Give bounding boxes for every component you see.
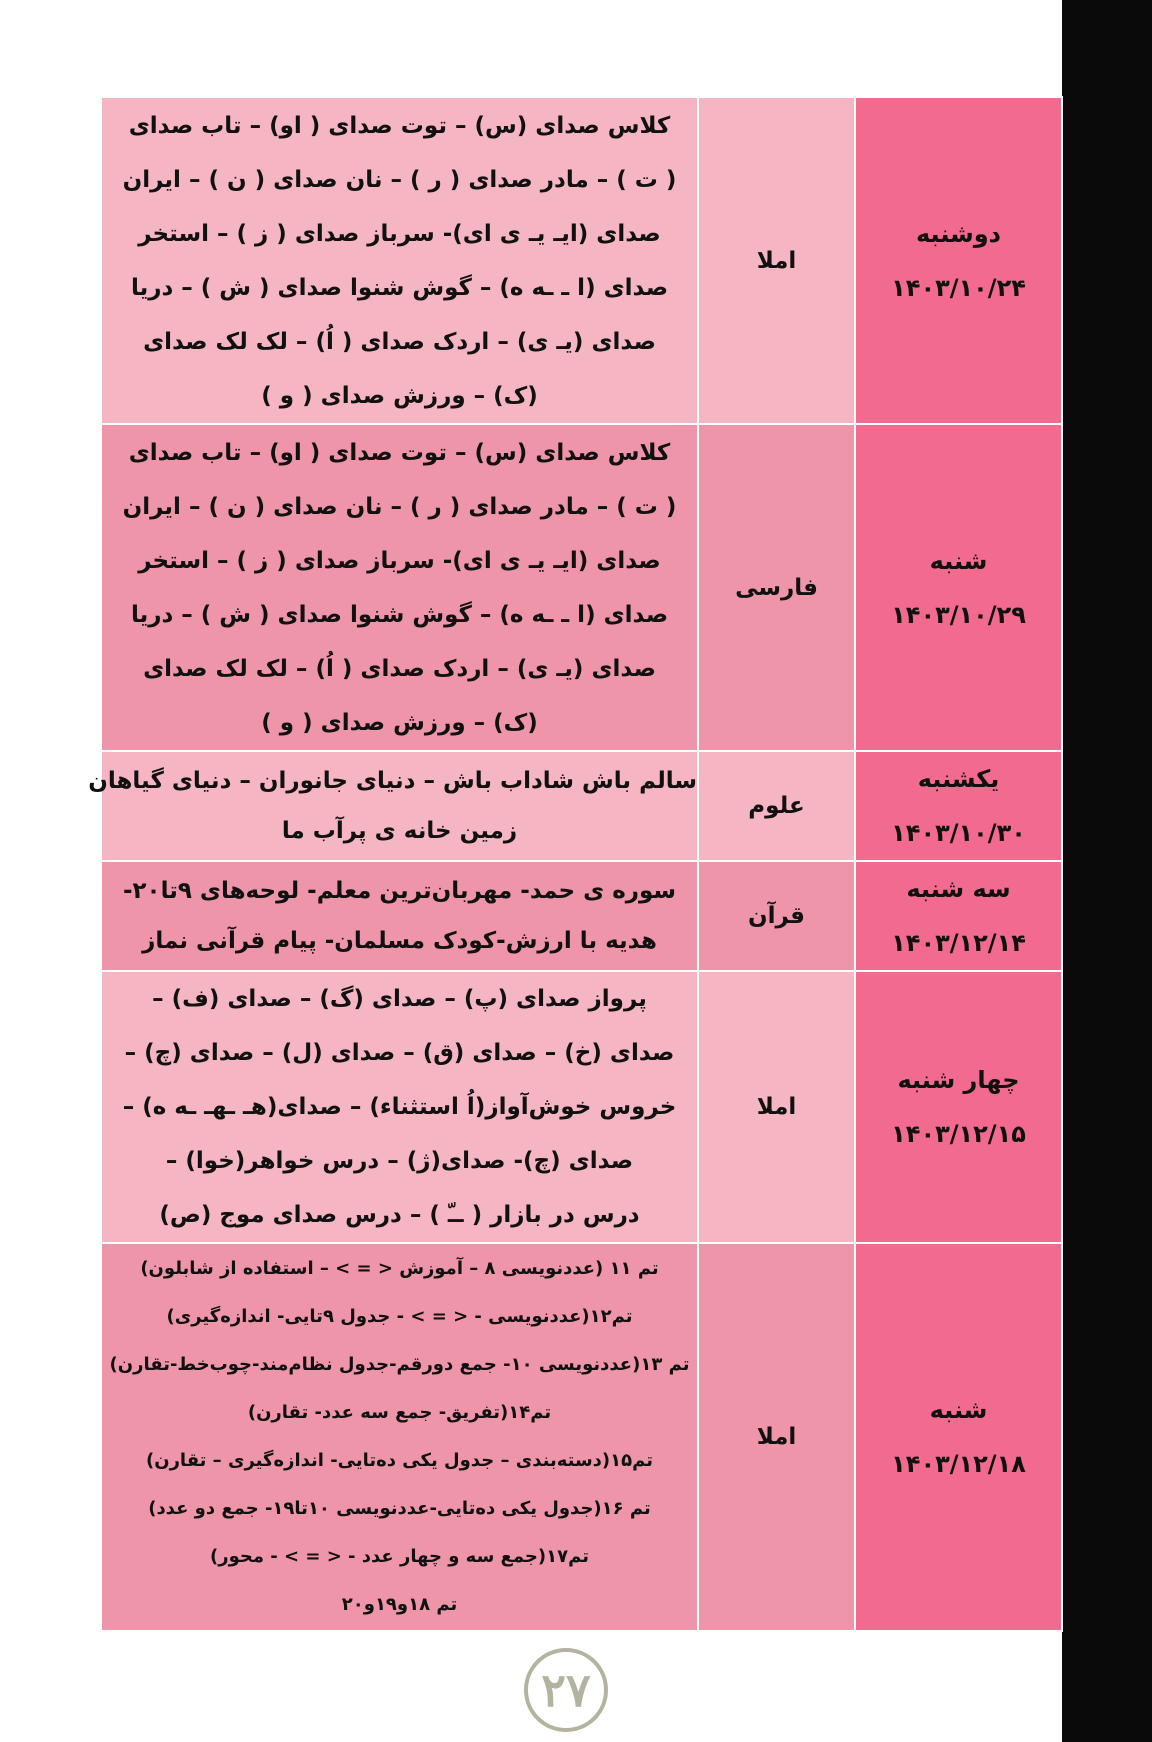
content-line: صدای (ایـ یـ ی ای)- سرباز صدای ( ز ) – استخر <box>138 547 661 574</box>
day-label: شنبه <box>929 546 988 575</box>
schedule-table <box>88 96 1063 1632</box>
content-cell <box>101 971 698 1243</box>
content-line: خروس خوش‌آواز(اُ استثناء) – صدای(هـ ـهـ ـه ه) – <box>122 1094 677 1120</box>
subject-label: املا <box>756 247 797 274</box>
day-label: شنبه <box>929 1396 988 1424</box>
schedule-row <box>101 1243 1062 1631</box>
content-line: درس در بازار ( ــّ ) – درس صدای موج (ص) <box>159 1202 640 1228</box>
date-cell <box>855 861 1062 971</box>
content-line: سوره ی حمد- مهربان‌ترین معلم- لوحه‌های ۹تا۲۰- <box>122 878 677 904</box>
date-cell <box>855 971 1062 1243</box>
schedule-row <box>101 751 1062 861</box>
date-label: ۱۴۰۳/۱۲/۱۴ <box>891 929 1026 957</box>
content-line: صدای (ایـ یـ ی ای)- سرباز صدای ( ز ) – استخر <box>138 220 661 247</box>
content-line: تم۱۵(دسته‌بندی – جدول یکی ده‌تایی- اندازه‌گیری – تقارن) <box>145 1450 653 1471</box>
date-cell <box>855 751 1062 861</box>
content-line: صدای (چ)- صدای(ژ) – درس خواهر(خوا) – <box>165 1148 634 1174</box>
schedule-row <box>101 861 1062 971</box>
subject-label: قرآن <box>748 903 805 929</box>
content-cell <box>101 97 698 424</box>
day-label: سه شنبه <box>906 875 1011 903</box>
content-line: ( ت ) – مادر صدای ( ر ) – نان صدای ( ن ) – ایران <box>122 166 677 193</box>
schedule-row <box>101 97 1062 424</box>
schedule-row <box>101 424 1062 751</box>
content-line: هدیه با ارزش-کودک مسلمان- پیام قرآنی نماز <box>142 928 657 954</box>
date-label: ۱۴۰۳/۱۰/۲۹ <box>891 600 1026 629</box>
date-label: ۱۴۰۳/۱۲/۱۸ <box>891 1450 1026 1478</box>
date-cell <box>855 1243 1062 1631</box>
subject-cell <box>698 751 855 861</box>
subject-cell <box>698 97 855 424</box>
content-line: پرواز صدای (پ) – صدای (گ) – صدای (ف) – <box>152 986 647 1012</box>
subject-cell <box>698 861 855 971</box>
content-line: سالم باش شاداب باش – دنیای جانوران – دنیای گیاهان <box>88 768 697 794</box>
subject-label: املا <box>756 1424 797 1450</box>
content-line: صدای (یـ ی) – اردک صدای ( اُ) – لک لک صدای <box>143 328 656 355</box>
content-line: تم۱۲(عددنویسی - < = > - جدول ۹تایی- اندازه‌گیری) <box>166 1306 633 1327</box>
day-label: دوشنبه <box>916 219 1001 248</box>
content-cell <box>101 1243 698 1631</box>
content-line: صدای (ا ـ ـه ه) – گوش شنوا صدای ( ش ) – دریا <box>130 274 669 301</box>
date-label: ۱۴۰۳/۱۰/۳۰ <box>891 819 1026 847</box>
content-line: صدای (ا ـ ـه ه) – گوش شنوا صدای ( ش ) – دریا <box>130 601 669 628</box>
subject-label: فارسی <box>735 574 818 601</box>
content-line: (ک) – ورزش صدای ( و ) <box>261 382 538 409</box>
day-label: چهار شنبه <box>897 1066 1020 1094</box>
date-label: ۱۴۰۳/۱۰/۲۴ <box>891 273 1026 302</box>
content-line: تم ۱۱ (عددنویسی ۸ – آموزش < = > – استفاده از شابلون) <box>140 1258 659 1279</box>
subject-cell <box>698 424 855 751</box>
subject-label: املا <box>756 1094 797 1120</box>
content-line: صدای (یـ ی) – اردک صدای ( اُ) – لک لک صدای <box>143 655 656 682</box>
right-edge-bar <box>1062 0 1152 1742</box>
date-cell <box>855 424 1062 751</box>
subject-cell <box>698 1243 855 1631</box>
content-line: تم۱۷(جمع سه و چهار عدد - < = > - محور) <box>210 1546 589 1567</box>
content-line: تم۱۴(تفریق- جمع سه عدد- تقارن) <box>247 1402 552 1423</box>
content-line: تم ۱۶(جدول یکی ده‌تایی-عددنویسی ۱۰تا۱۹- جمع دو عدد) <box>148 1498 651 1519</box>
content-line: (ک) – ورزش صدای ( و ) <box>261 709 538 736</box>
content-cell <box>101 861 698 971</box>
content-cell <box>88 751 698 861</box>
date-label: ۱۴۰۳/۱۲/۱۵ <box>891 1120 1026 1148</box>
content-line: کلاس صدای (س) – توت صدای ( او) – تاب صدای <box>128 439 671 466</box>
page-number: ۲۷ <box>524 1648 608 1732</box>
content-line: زمین خانه ی پرآب ما <box>281 818 518 844</box>
subject-label: علوم <box>748 793 805 819</box>
schedule-row <box>101 971 1062 1243</box>
content-line: ( ت ) – مادر صدای ( ر ) – نان صدای ( ن ) – ایران <box>122 493 677 520</box>
content-cell <box>101 424 698 751</box>
content-line: تم ۱۸و۱۹و۲۰ <box>341 1594 458 1615</box>
content-line: تم ۱۳(عددنویسی ۱۰- جمع دورقم-جدول نظام‌مند-چوب‌خط-تقارن) <box>109 1354 690 1375</box>
content-line: صدای (خ) – صدای (ق) – صدای (ل) – صدای (چ) – <box>124 1040 675 1066</box>
content-line: کلاس صدای (س) – توت صدای ( او) – تاب صدای <box>128 112 671 139</box>
subject-cell <box>698 971 855 1243</box>
day-label: یکشنبه <box>917 765 1000 793</box>
date-cell <box>855 97 1062 424</box>
